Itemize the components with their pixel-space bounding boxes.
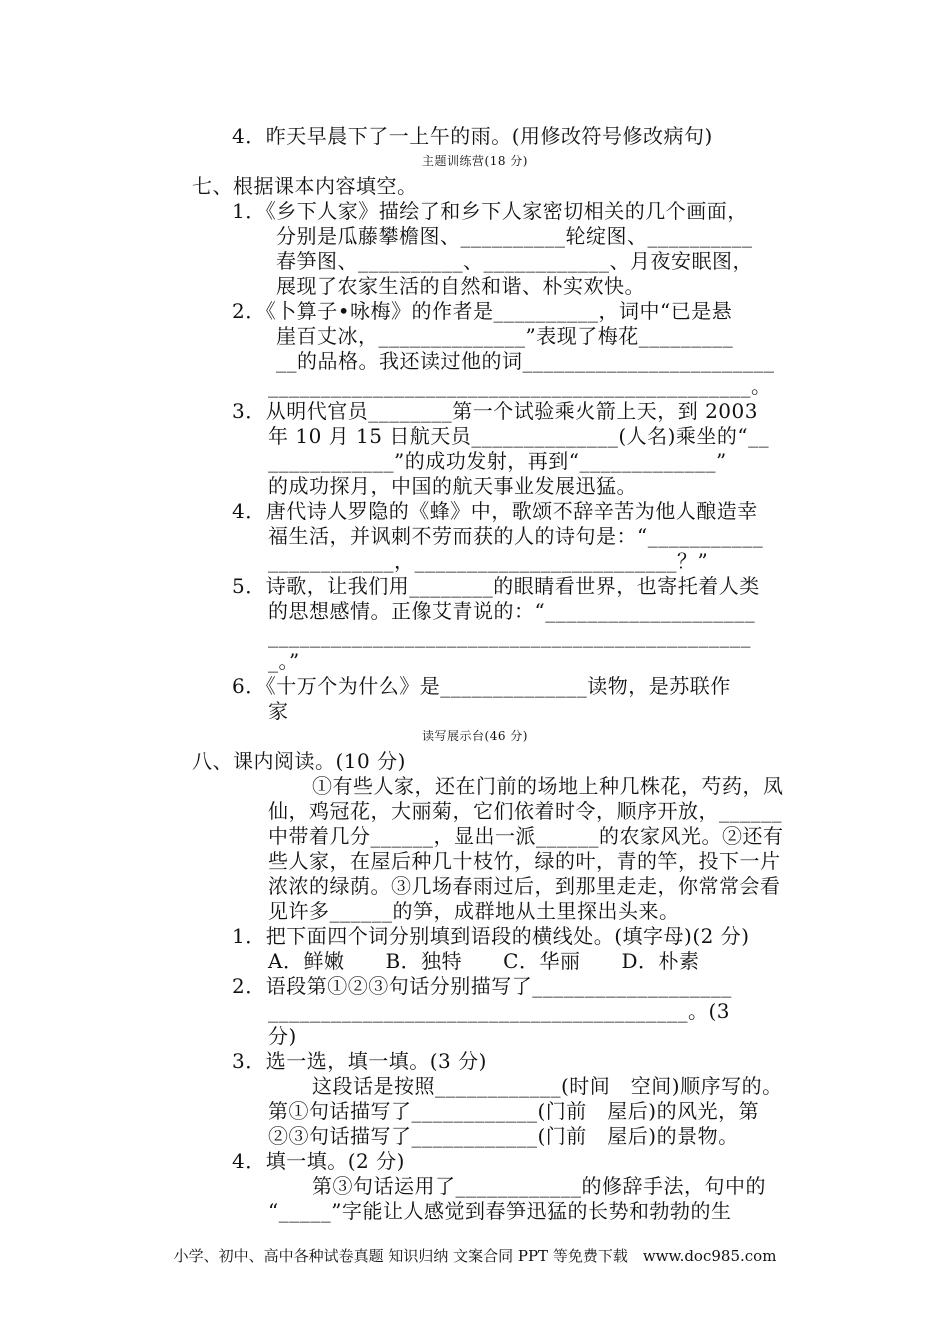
q7-6-line1: 6．《十万个为什么》是______________读物，是苏联作	[232, 674, 731, 698]
q8-2-line3: 分)	[268, 1024, 297, 1048]
q7-4-line3: ____________，_________________________？”	[268, 549, 709, 573]
q7-5-line2: 的思想感情。正像艾青说的：“____________________	[268, 599, 756, 623]
q7-1-line2: 分别是瓜藤攀檐图、__________轮绽图、__________	[276, 224, 753, 248]
q8-3-line3: 第①句话描写了____________(门前 屋后)的风光，第	[268, 1099, 760, 1123]
q7-2-line3: __的品格。我还读过他的词________________________	[276, 349, 775, 373]
passage-line6: 见许多______的笋，成群地从土里探出头来。	[268, 899, 680, 923]
q8-4-line2: 第③句话运用了____________的修辞手法，句中的	[312, 1174, 766, 1198]
q8-4-line3: “_____”字能让人感觉到春笋迅猛的长势和勃勃的生	[268, 1199, 732, 1223]
passage-line3: 中带着几分______，显出一派______的农家风光。②还有	[268, 824, 784, 848]
q8-3-line1: 3．选一选，填一填。(3 分)	[232, 1049, 487, 1073]
q7-4-line2: 福生活，并讽刺不劳而获的人的诗句是：“___________	[268, 524, 764, 548]
q8-4-line1: 4．填一填。(2 分)	[232, 1149, 405, 1173]
q7-6-line2: 家	[268, 699, 289, 723]
page-footer: 小学、初中、高中各种试卷真题 知识归纳 文案合同 PPT 等免费下载 www.doc985.com	[173, 1247, 777, 1265]
q7-2-line4: ______________________________________________。	[268, 374, 772, 398]
q7-3-line2: 年 10 月 15 日航天员______________(人名)乘坐的“__	[268, 424, 770, 448]
q7-3-line1: 3．从明代官员________第一个试验乘火箭上天，到 2003	[232, 399, 758, 423]
q7-3-line3: ____________”的成功发射，再到“_____________”	[268, 449, 727, 473]
q7-5-line4: _。”	[268, 649, 300, 673]
passage-line5: 浓浓的绿荫。③几场春雨过后，到那里走走，你常常会看	[268, 874, 781, 898]
q7-5-line1: 5．诗歌，让我们用________的眼睛看世界，也寄托着人类	[232, 574, 760, 598]
q7-1-line1: 1．《乡下人家》描绘了和乡下人家密切相关的几个画面，	[232, 199, 748, 223]
q7-2-line1: 2．《卜算子•咏梅》的作者是__________，词中“已是悬	[232, 299, 733, 323]
q7-5-line3: ______________________________________________	[268, 624, 751, 648]
q6-item4-line: 4．昨天早晨下了一上午的雨。(用修改符号修改病句)	[232, 124, 713, 148]
q7-heading: 七、根据课本内容填空。	[192, 174, 418, 198]
q7-3-line4: 的成功探月，中国的航天事业发展迅猛。	[268, 474, 637, 498]
q7-2-line2: 崖百丈冰，______________”表现了梅花_________	[276, 324, 734, 348]
q8-2-line2: ________________________________________。(3	[268, 999, 731, 1023]
q8-heading: 八、课内阅读。(10 分)	[192, 749, 406, 773]
q8-3-line2: 这段话是按照____________(时间 空间)顺序写的。	[312, 1074, 783, 1098]
section-title-theme-training: 主题训练营(18 分)	[422, 154, 528, 168]
section-title-reading-writing: 读写展示台(46 分)	[422, 729, 528, 743]
q8-2-line1: 2．语段第①②③句话分别描写了___________________	[232, 974, 732, 998]
q8-3-line4: ②③句话描写了____________(门前 屋后)的景物。	[268, 1124, 739, 1148]
passage-line2: 仙，鸡冠花，大丽菊，它们依着时令，顺序开放，______	[268, 799, 782, 823]
q8-1-line1: 1．把下面四个词分别填到语段的横线处。(填字母)(2 分)	[232, 924, 750, 948]
q7-1-line3: 春笋图、__________、____________、月夜安眠图，	[276, 249, 753, 273]
q7-4-line1: 4．唐代诗人罗隐的《蜂》中，歌颂不辞辛苦为他人酿造幸	[232, 499, 758, 523]
q8-1-options: A．鲜嫩 B．独特 C．华丽 D．朴素	[268, 949, 700, 973]
passage-line1: ①有些人家，还在门前的场地上种几株花，芍药，凤	[312, 774, 784, 798]
q7-1-line4: 展现了农家生活的自然和谐、朴实欢快。	[276, 274, 645, 298]
passage-line4: 些人家，在屋后种几十枝竹，绿的叶，青的竿，投下一片	[268, 849, 781, 873]
